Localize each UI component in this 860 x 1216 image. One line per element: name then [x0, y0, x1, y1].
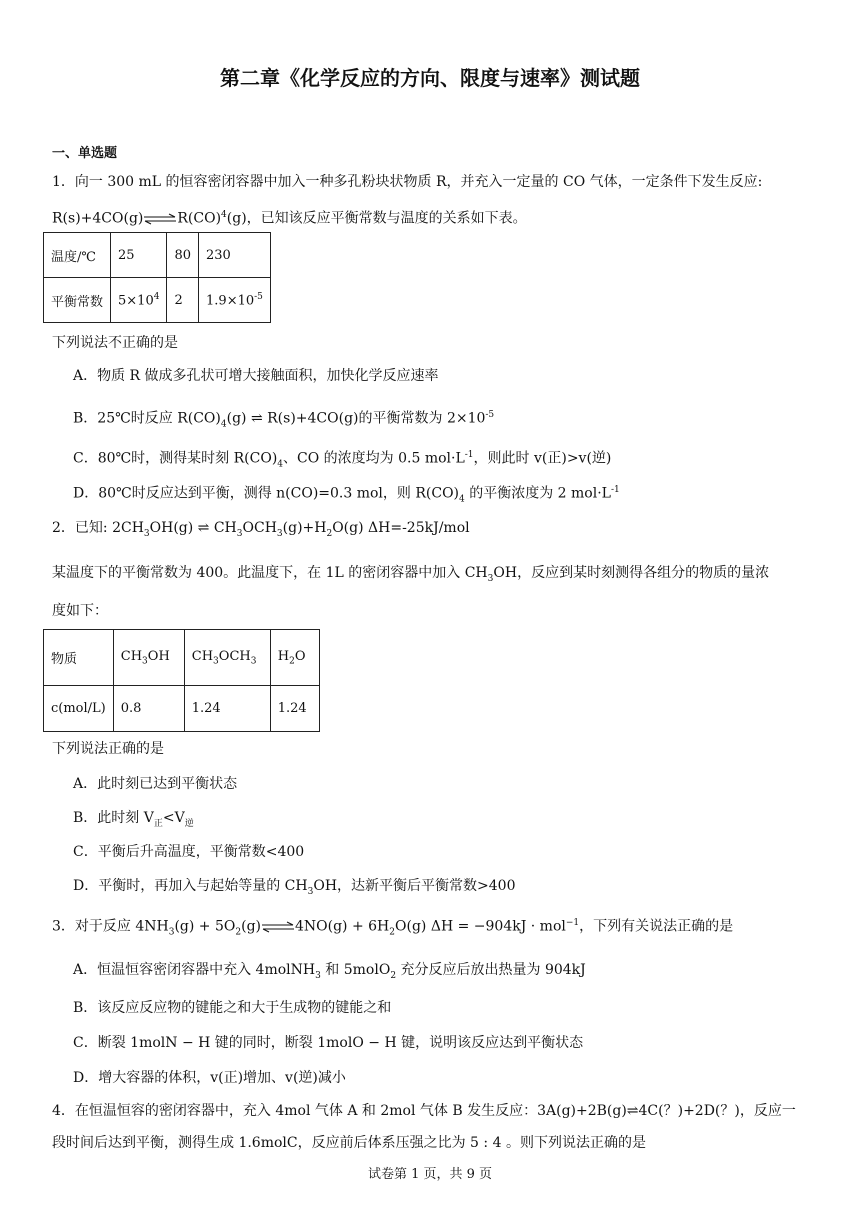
q1-table-cell: 25 — [111, 233, 167, 278]
q1-table-cell: 2 — [167, 278, 199, 323]
q1-stem: 1．向一 300 mL 的恒容密闭容器中加入一种多孔粉块状物质 R，并充入一定量的 CO 气体，一定条件下发生反应: — [52, 174, 763, 190]
q2-known: 2．已知: $2CH_3OH(g)$ ⇌ $CH_3OCH_3(g)+H_2O(g)$ ΔH=-25kJ/mol — [52, 520, 470, 539]
q1-table-cell: $1.9\times 10^{-5}$ — [199, 278, 271, 323]
q2-table-cell: 0.8 — [113, 686, 184, 732]
q2-table-cell: $CH_3OH$ — [113, 630, 184, 686]
q1-option-a: A．物质 R 做成多孔状可增大接触面积，加快化学反应速率 — [73, 368, 439, 384]
q1-option-d: D．80℃时反应达到平衡，测得 n(CO)=0.3 mol，则 $R(CO)_4$ 的平衡浓度为 2 $mol\cdot L^{-1}$ — [73, 485, 620, 505]
q2-table-cell: c(mol/L) — [44, 686, 114, 732]
q1-option-c: C．80℃时，测得某时刻 $R(CO)_4$、CO 的浓度均为 0.5 $mol\cdot L^{-1}$，则此时 v(正)>v(逆) — [73, 450, 612, 470]
q2-option-a: A．此时刻已达到平衡状态 — [73, 776, 238, 792]
q2-stem: 某温度下的平衡常数为 400。此温度下，在 1L 的密闭容器中加入 $CH_3OH$，反应到某时刻测得各组分的物质的量浓 — [52, 565, 770, 584]
q2-option-b: B．此时刻 $V_正<V_逆$ — [73, 810, 194, 829]
q3-option-b: B．该反应反应物的键能之和大于生成物的键能之和 — [73, 1000, 392, 1016]
q3-option-d: D．增大容器的体积，v(正)增加、v(逆)减小 — [73, 1070, 346, 1086]
q2-table — [43, 629, 320, 732]
q1-table-cell: 温度/℃ — [44, 233, 111, 278]
q3-option-a: A．恒温恒容密闭容器中充入 4molNH$_3$ 和 5molO$_2$ 充分反应后放出热量为 904kJ — [73, 962, 586, 981]
q4-stem-line1: 4．在恒温恒容的密闭容器中，充入 4mol 气体 A 和 2mol 气体 B 发生反应：3A(g)+2B(g)⇌4C(？)+2D(？)，反应一 — [52, 1103, 796, 1119]
q2-stem-cont: 度如下： — [52, 603, 108, 619]
q1-table-cell: $5\times 10^4$ — [111, 278, 167, 323]
section-heading: 一、单选题 — [52, 146, 118, 161]
equilibrium-arrow-icon — [143, 213, 177, 225]
equilibrium-arrow-icon — [261, 921, 295, 933]
q2-table-cell: 物质 — [44, 630, 114, 686]
q2-table-cell: 1.24 — [270, 686, 319, 732]
q3-stem: 3．对于反应 $4NH_3(g) + 5O_2(g) 4NO(g) + 6H_2O(g) \Delta H = -904kJ \cdot mol^{-1}$，下列有关说法正确的是 — [52, 918, 734, 938]
q1-option-b: B．25℃时反应 $R(CO)_4(g)$ ⇌ R(s)+4CO(g)的平衡常数为 $2\times 10^{-5}$ — [73, 410, 495, 430]
q2-table-cell: $H_2O$ — [270, 630, 319, 686]
page-title: 第二章《化学反应的方向、限度与速率》测试题 — [220, 66, 640, 90]
page-footer: 试卷第 1 页，共 9 页 — [367, 1167, 493, 1182]
q2-table-cell: $CH_3OCH_3$ — [184, 630, 270, 686]
q1-equation: R(s)+4CO(g) R(CO)$^4$(g)，已知该反应平衡常数与温度的关系如下表。 — [52, 210, 527, 227]
q1-table-cell: 80 — [167, 233, 199, 278]
q1-ask: 下列说法不正确的是 — [52, 335, 178, 351]
q4-stem-line2: 段时间后达到平衡，测得生成 1.6molC，反应前后体系压强之比为 5 : 4 。则下列说法正确的是 — [52, 1135, 646, 1151]
q2-table-cell: 1.24 — [184, 686, 270, 732]
q3-option-c: C．断裂 1molN − H 键的同时，断裂 1molO − H 键，说明该反应达到平衡状态 — [73, 1035, 584, 1051]
q2-ask: 下列说法正确的是 — [52, 741, 164, 757]
q2-option-d: D．平衡时，再加入与起始等量的 $CH_3OH$，达新平衡后平衡常数>400 — [73, 878, 516, 897]
q1-table-cell: 230 — [199, 233, 271, 278]
q1-table-cell: 平衡常数 — [44, 278, 111, 323]
q2-option-c: C．平衡后升高温度，平衡常数<400 — [73, 844, 305, 860]
q1-table — [43, 232, 271, 323]
